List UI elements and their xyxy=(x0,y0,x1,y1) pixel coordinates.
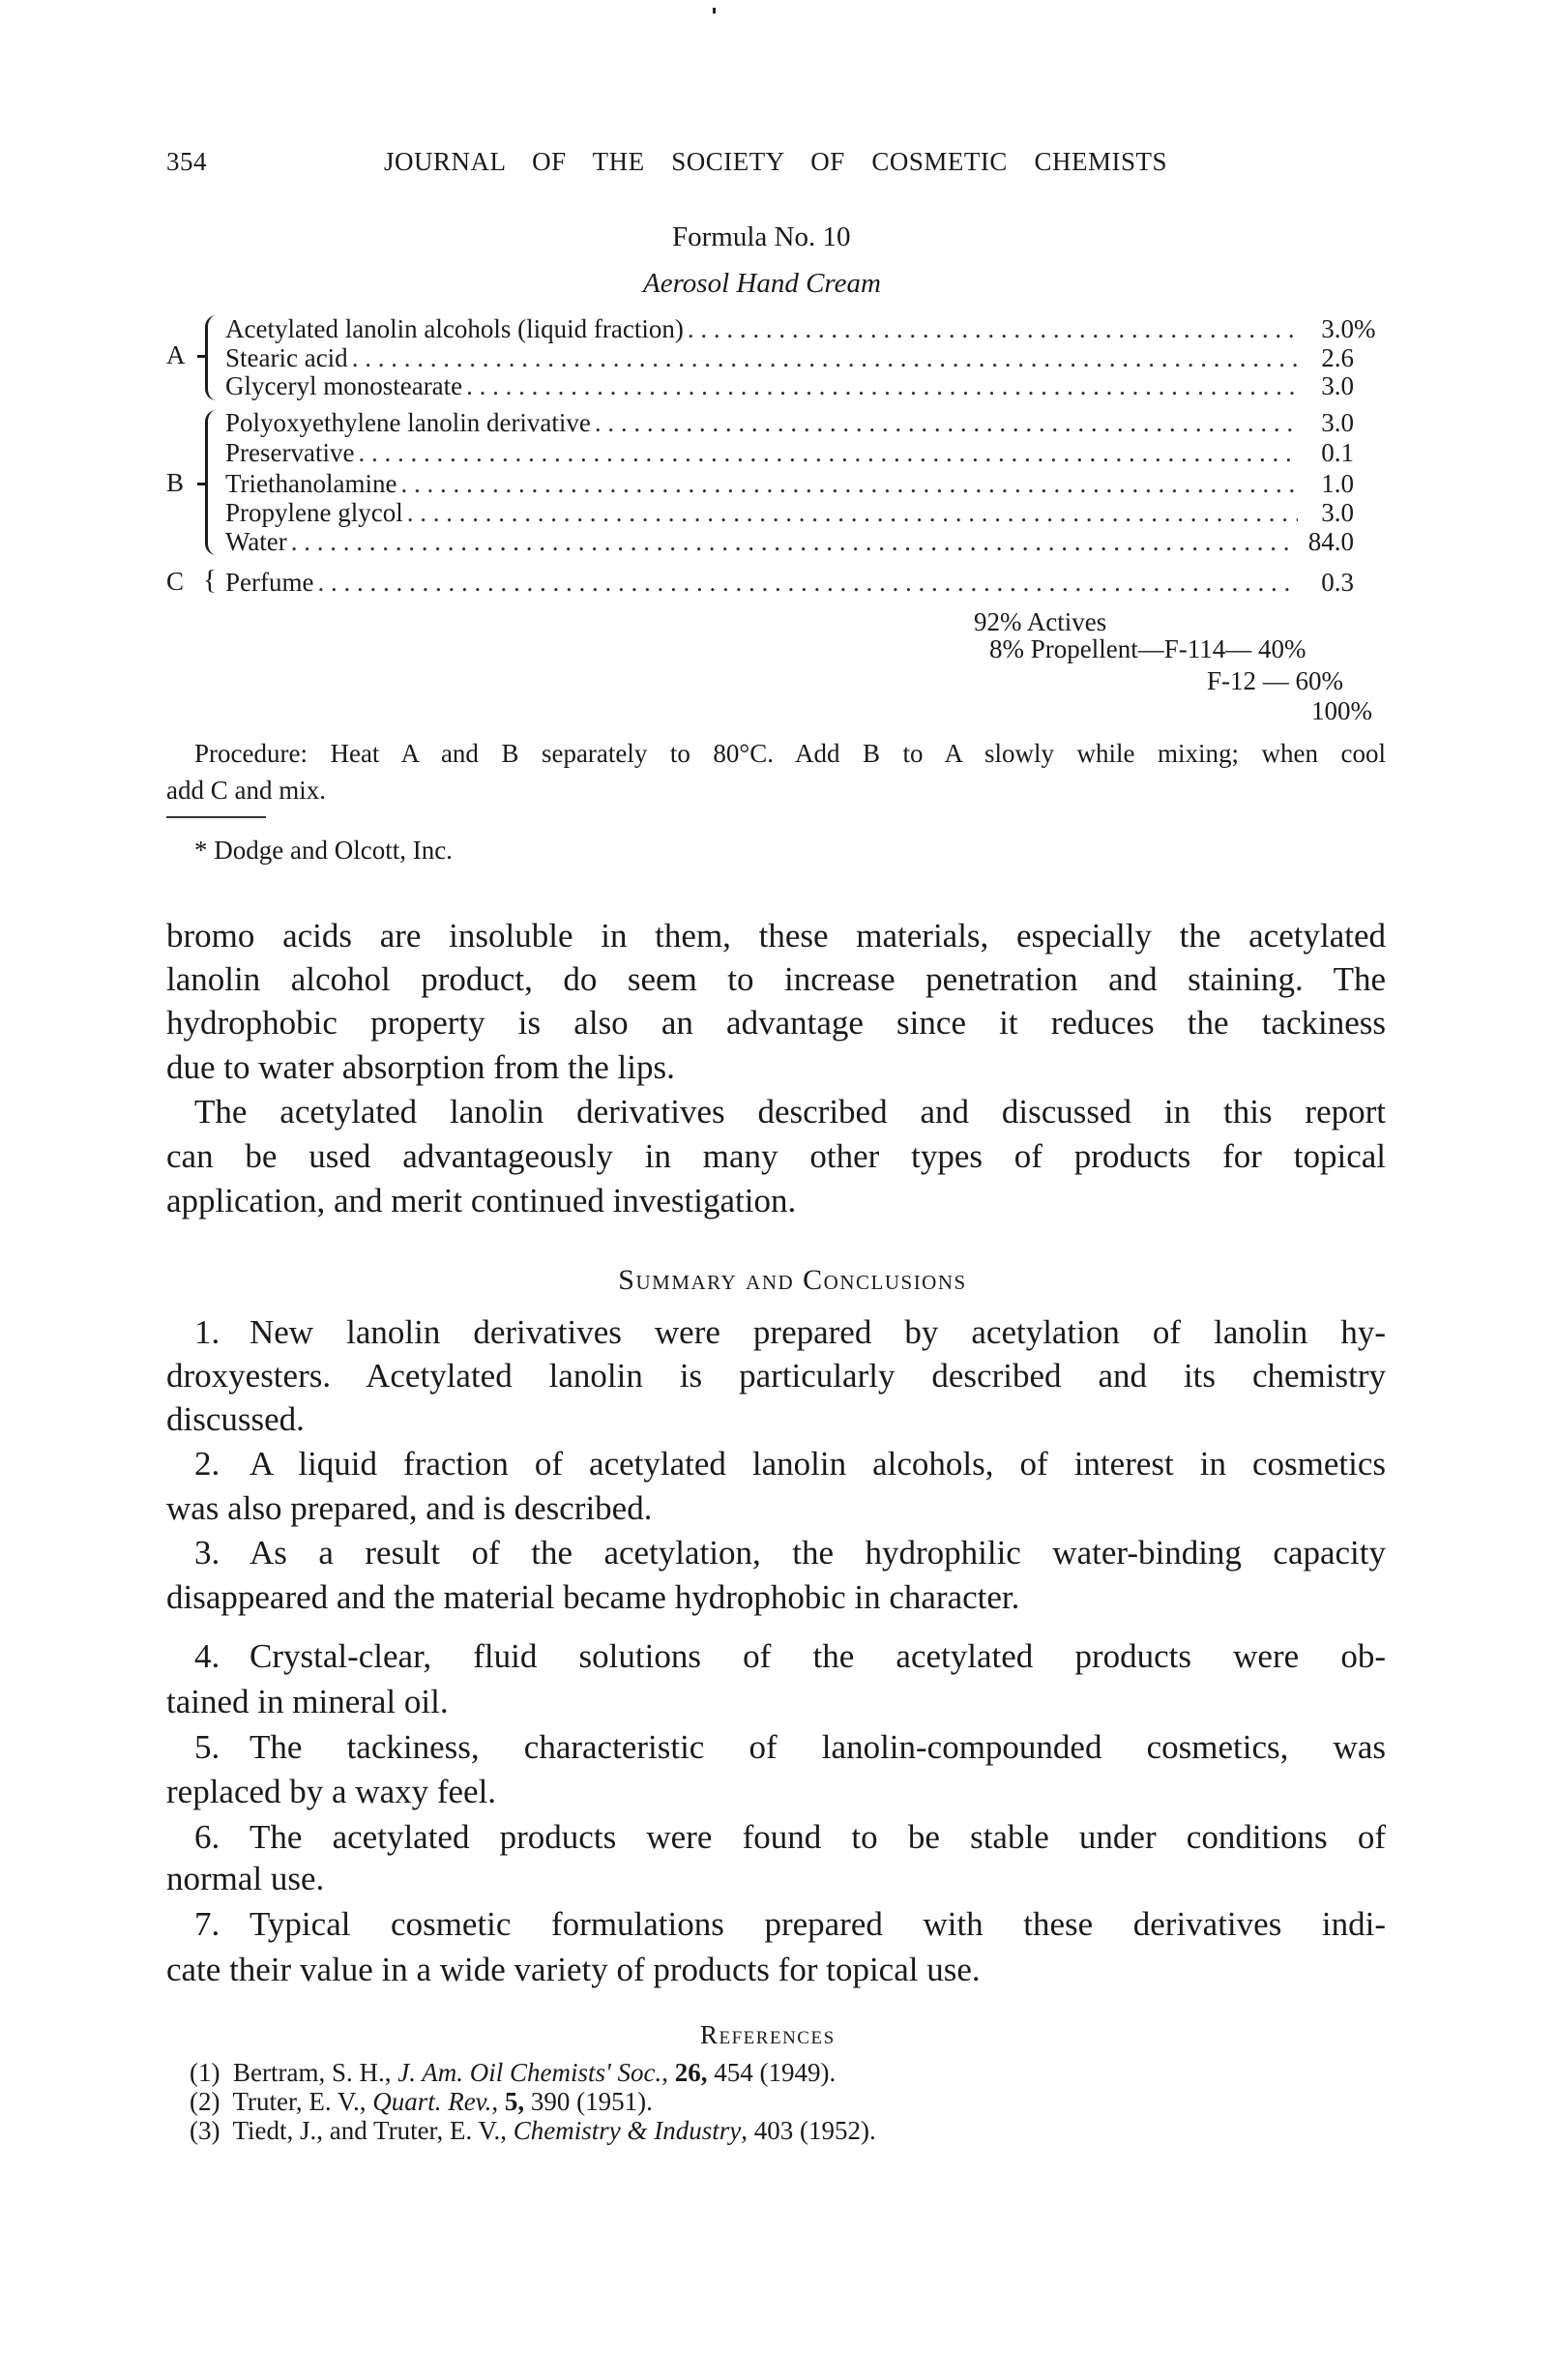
reference-item xyxy=(190,2087,653,2116)
item-number: 7. xyxy=(194,1905,220,1943)
body-line: bromo acids are insoluble in them, these materials, especially the acetylated xyxy=(166,917,1386,955)
references-heading: References xyxy=(700,2020,836,2049)
ingredient-name: Stearic acid xyxy=(225,342,348,372)
ref-rest: 390 (1951). xyxy=(524,2087,653,2116)
procedure-line-2: add C and mix. xyxy=(166,776,326,805)
ref-volume: 5, xyxy=(504,2087,525,2116)
ingredient-value: 0.1 xyxy=(1321,437,1354,467)
ingredient-name: Triethanolamine xyxy=(225,468,397,498)
brace-c-icon: { xyxy=(203,565,217,596)
ref-sep: , xyxy=(491,2087,505,2116)
ref-journal: Quart. Rev. xyxy=(372,2087,492,2116)
value-unit: % xyxy=(1354,313,1376,343)
body-line: replaced by a waxy feel. xyxy=(166,1773,497,1810)
leader-dots xyxy=(348,343,1298,373)
ingredient-row xyxy=(225,527,1354,556)
body-line: discussed. xyxy=(166,1400,305,1438)
ingredient-row xyxy=(225,408,1354,437)
ref-volume: 26, xyxy=(674,2058,708,2087)
item-number: 2. xyxy=(194,1445,220,1483)
ingredient-row xyxy=(225,371,1354,400)
ingredient-value: 3.0 xyxy=(1321,407,1354,437)
ingredient-value: 0.3 xyxy=(1321,567,1354,597)
page-number: 354 xyxy=(166,147,207,176)
summary-item-1 xyxy=(166,1310,1386,1355)
leader-dots xyxy=(684,314,1298,344)
ref-journal: J. Am. Oil Chemists' Soc. xyxy=(397,2058,662,2087)
body-line: droxyesters. Acetylated lanolin is particularly described and its chemistry xyxy=(166,1357,1386,1395)
value-number: 3.0 xyxy=(1321,313,1354,343)
body-line: can be used advantageously in many other types of products for topical xyxy=(166,1137,1386,1175)
ingredient-value: 3.0 xyxy=(1321,497,1354,527)
item-text: Typical cosmetic formulations prepared with these derivatives indi- xyxy=(250,1905,1386,1943)
item-text: New lanolin derivatives were prepared by acetylation of lanolin hy- xyxy=(250,1313,1386,1351)
footnote: * Dodge and Olcott, Inc. xyxy=(194,836,453,865)
ingredient-row xyxy=(225,438,1354,467)
summary-item-7 xyxy=(166,1902,1386,1947)
ingredient-value: 3.0 xyxy=(1321,370,1354,400)
ref-authors: Truter, E. V., xyxy=(232,2087,373,2116)
ingredient-row xyxy=(225,313,1376,343)
item-number: 1. xyxy=(194,1313,220,1351)
total-line: 100% xyxy=(1311,696,1372,725)
group-label-b: B xyxy=(166,468,185,497)
body-line: due to water absorption from the lips. xyxy=(166,1048,675,1086)
propellent-line: 8% Propellent—F-114— 40% xyxy=(989,634,1306,663)
ingredient-row xyxy=(225,568,1354,597)
brace-b xyxy=(205,410,221,555)
ref-authors: Tiedt, J., and Truter, E. V., xyxy=(232,2116,514,2145)
item-text: A liquid fraction of acetylated lanolin alcohols, of interest in cosmetics xyxy=(250,1445,1386,1483)
ref-number: (1) xyxy=(190,2058,220,2087)
ref-number: (2) xyxy=(190,2087,220,2116)
ingredient-row xyxy=(225,498,1354,527)
leader-dots xyxy=(462,371,1298,401)
ingredient-name: Polyoxyethylene lanolin derivative xyxy=(225,407,591,437)
summary-item-2 xyxy=(166,1442,1386,1486)
item-number: 3. xyxy=(194,1534,220,1572)
leader-dots xyxy=(396,469,1298,499)
ingredient-value: 1.0 xyxy=(1321,468,1354,498)
ingredient-name: Propylene glycol xyxy=(225,497,403,527)
ref-authors: Bertram, S. H., xyxy=(232,2058,398,2087)
body-line: normal use. xyxy=(166,1860,325,1897)
ref-sep: , xyxy=(661,2058,675,2087)
ingredient-name: Perfume xyxy=(225,567,314,597)
ingredient-value: 2.6 xyxy=(1321,342,1354,372)
body-line: disappeared and the material became hydrophobic in character. xyxy=(166,1578,1020,1616)
body-line: hydrophobic property is also an advantage since it reduces the tackiness xyxy=(166,1004,1386,1042)
ref-rest: 454 (1949). xyxy=(707,2058,837,2087)
body-line: The acetylated lanolin derivatives described and discussed in this report xyxy=(194,1093,1386,1131)
body-line: lanolin alcohol product, do seem to increase penetration and staining. The xyxy=(166,960,1386,998)
ingredient-row xyxy=(225,343,1354,372)
item-text: The acetylated products were found to be stable under conditions of xyxy=(250,1818,1386,1856)
scan-speck xyxy=(713,8,716,14)
summary-heading: Summary and Conclusions xyxy=(618,1264,967,1296)
summary-item-6 xyxy=(166,1815,1386,1860)
formula-subtitle: Aerosol Hand Cream xyxy=(643,268,881,299)
f12-line: F-12 — 60% xyxy=(1207,666,1343,695)
actives-line: 92% Actives xyxy=(974,607,1107,636)
brace-a-tip xyxy=(197,355,207,358)
group-label-a: A xyxy=(166,340,186,369)
brace-b-tip xyxy=(197,483,207,485)
reference-item xyxy=(190,2058,836,2087)
group-label-c: C xyxy=(166,567,185,596)
summary-item-5 xyxy=(166,1725,1386,1770)
ref-journal: Chemistry & Industry xyxy=(513,2116,742,2145)
footnote-rule xyxy=(166,816,266,818)
ingredient-name: Preservative xyxy=(225,437,355,467)
item-number: 6. xyxy=(194,1818,220,1856)
item-number: 5. xyxy=(194,1728,220,1766)
ingredient-name: Glyceryl monostearate xyxy=(225,370,463,400)
body-line: was also prepared, and is described. xyxy=(166,1489,653,1527)
brace-a xyxy=(205,315,221,400)
ingredient-value: 84.0 xyxy=(1307,526,1354,556)
body-line: application, and merit continued investigation. xyxy=(166,1182,797,1219)
leader-dots xyxy=(354,438,1298,468)
item-number: 4. xyxy=(194,1637,220,1675)
ingredient-name: Acetylated lanolin alcohols (liquid fraction) xyxy=(225,313,684,343)
journal-title: JOURNAL OF THE SOCIETY OF COSMETIC CHEMISTS xyxy=(384,147,1167,176)
summary-item-3 xyxy=(166,1531,1386,1575)
item-text: Crystal-clear, fluid solutions of the acetylated products were ob- xyxy=(250,1637,1386,1675)
item-text: As a result of the acetylation, the hydrophilic water-binding capacity xyxy=(250,1534,1386,1572)
ref-rest: , 403 (1952). xyxy=(741,2116,876,2145)
leader-dots xyxy=(591,408,1298,438)
ingredient-value xyxy=(1306,313,1376,344)
reference-item xyxy=(190,2116,876,2145)
ingredient-name: Water xyxy=(225,526,287,556)
ref-number: (3) xyxy=(190,2116,220,2145)
ingredient-row xyxy=(225,469,1354,498)
item-text: The tackiness, characteristic of lanolin-compounded cosmetics, was xyxy=(250,1728,1386,1766)
leader-dots xyxy=(313,568,1298,598)
procedure-line-1: Procedure: Heat A and B separately to 80°C. Add B to A slowly while mixing; when cool xyxy=(194,739,1386,768)
body-line: cate their value in a wide variety of products for topical use. xyxy=(166,1951,981,1988)
summary-item-4 xyxy=(166,1634,1386,1679)
leader-dots xyxy=(287,527,1298,557)
formula-title: Formula No. 10 xyxy=(672,221,851,252)
body-line: tained in mineral oil. xyxy=(166,1683,449,1720)
leader-dots xyxy=(403,498,1298,528)
